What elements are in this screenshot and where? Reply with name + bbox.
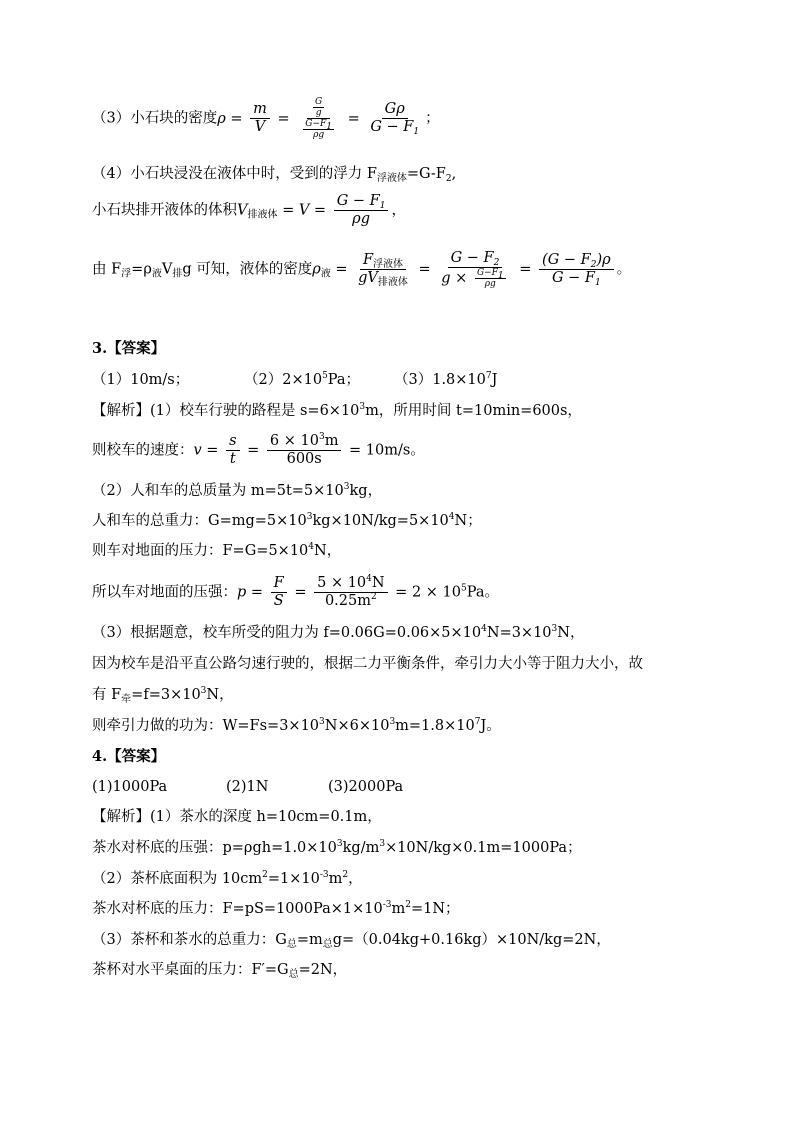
q4-analysis-6: 茶杯对水平桌面的压力：$F'=G_总=2N$， [92, 962, 348, 980]
text-segment: 小石块排开液体的体积 [92, 202, 237, 219]
q4-heading: 4.【答案】 [92, 748, 166, 765]
text-segment: （4）小石块浸没在液体中时，受到的浮力 F [92, 166, 377, 182]
q3-analysis-8: 则牵引力做的功为：$W=Fs=3\times 10^3N\times 6\times 10^3m=1.8\times 10^7J$。 [92, 717, 501, 734]
q3-analysis-1: 【解析】(1）校车行驶的路程是 $s=6\times 10^3m$，所用时间 t=10min=600s， [92, 402, 582, 419]
q3-analysis-2: （2）人和车的总质量为 $m=5t=5\times 10^3kg$， [92, 482, 383, 499]
q3-analysis-4: 则车对地面的压力：$F=G=5\times 10^4N$， [92, 542, 342, 559]
formula: ρ = $\frac{m}{V}$ = $\frac{\frac{G}{g}}{\frac{G-F_1}{\rho g}}$ = $\frac{G\rho}{G - F_1}$ [217, 97, 420, 140]
q4-answers: (1)1000Pa (2)1N (3)2000Pa [92, 779, 404, 795]
text-segment: （3）小石块的密度 [92, 110, 218, 127]
q3-pressure-formula: 所以车对地面的压强：p = $\frac{F}{S}$ = $\frac{5 \times 10^4N}{0.25m^2}$ = $2 \times 10^5Pa$。 [92, 574, 499, 609]
q3-answers: （1）10m/s； $(2)2\times 10^5Pa$； $(3)1.8\times 10^7J$ [92, 371, 498, 388]
q3-analysis-3: 人和车的总重力：$G=mg=5\times 10^3kg\times 10N/kg=5\times 10^4N$； [92, 512, 482, 529]
q3-analysis-6: 因为校车是沿平直公路匀速行驶的，根据二力平衡条件，牵引力大小等于阻力大小，故 [92, 656, 643, 672]
q3-speed-formula: 则校车的速度：v = $\frac{s}{t}$ = $\frac{6 \times 10^3m}{600s}$ = 10m/s。 [92, 432, 425, 467]
buoyancy-line: （4）小石块浸没在液体中时，受到的浮力 $F_{浮液体}=G-F_2$, [92, 166, 457, 184]
density-formula-line [92, 97, 440, 140]
q4-analysis-3: （2）茶杯底面积为 $10cm^2=1\times 10^{-3}m^2$， [92, 870, 363, 887]
text-segment: ； [425, 110, 440, 127]
text-segment: ， [391, 202, 406, 219]
q3-analysis-7: 有 $F_牵=f=3\times 10^3N$， [92, 686, 234, 705]
q4-analysis-1: 【解析】(1）茶水的深度 h=10cm=0.1m， [92, 809, 382, 825]
q4-analysis-2: 茶水对杯底的压强：$p=\rho gh=1.0\times 10^3kg/m^3\times 10N/kg\times 0.1m=1000Pa$； [92, 839, 582, 856]
volume-line: 小石块排开液体的体积$V_{排液体} = V$ = $\frac{G - F_1}{\rho g}$ ， [92, 193, 406, 227]
q4-analysis-4: 茶水对杯底的压力：$F=pS=1000Pa\times 1\times 10^{-3}m^2=1N$； [92, 900, 460, 917]
text-segment: =G-F [406, 166, 446, 182]
q4-analysis-5: （3）茶杯和茶水的总重力：$G_总=m_总g=(0.04kg+0.16kg)\times 10N/kg=2N$， [92, 932, 611, 950]
q3-analysis-5: （3）根据题意，校车所受的阻力为 $f=0.06G=0.06\times 5\times 10^4N=3\times 10^3N$， [92, 624, 585, 641]
q3-heading: 3.【答案】 [92, 340, 166, 357]
liquid-density-line: 由 $F_浮=\rho_液V_排g$ 可知，液体的密度$\rho_液$ = $\frac{F_{浮液体}}{gV_{排液体}}$ = $G - F_2$ g × $\frac{G-F_1}{\rho g}$ = $\frac{(G - F_2)\rho}{G - F_1}$ 。 [92, 250, 632, 289]
